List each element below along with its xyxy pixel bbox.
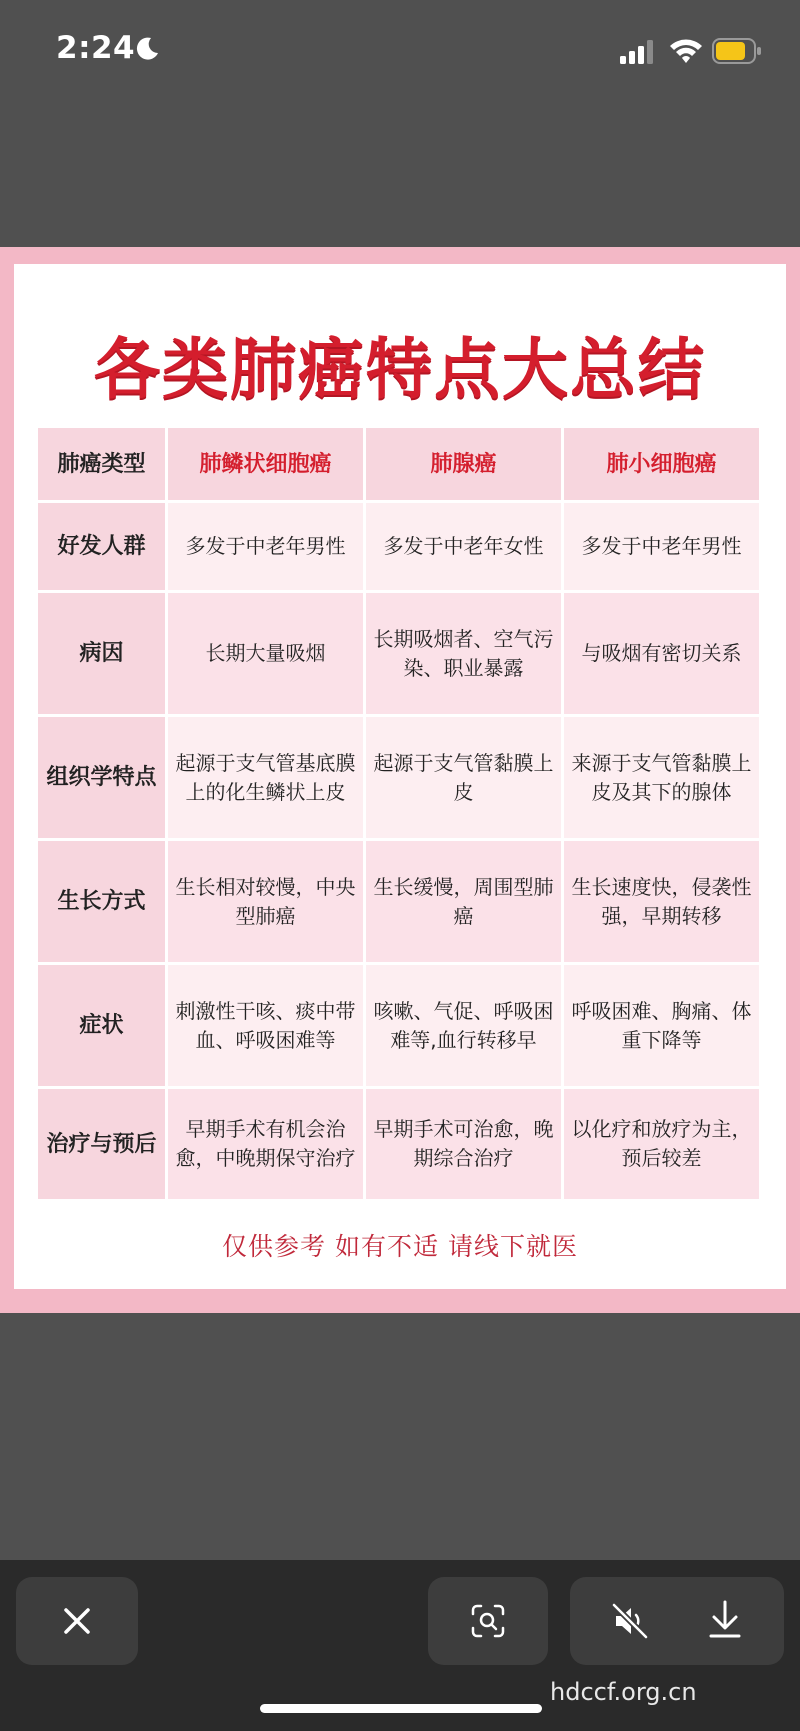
- table-cell: 生长相对较慢，中央型肺癌: [168, 841, 366, 965]
- row-label: 好发人群: [38, 503, 168, 593]
- comparison-table: [38, 428, 762, 1202]
- row-label: 治疗与预后: [38, 1089, 168, 1202]
- infographic-title: 各类肺癌特点大总结: [94, 331, 706, 408]
- infographic-card: [14, 264, 786, 1289]
- table-cell: 起源于支气管基底膜上的化生鳞状上皮: [168, 717, 366, 841]
- row-label: 病因: [38, 593, 168, 717]
- table-cell: 刺激性干咳、痰中带血、呼吸困难等: [168, 965, 366, 1089]
- signal-icon: [620, 40, 656, 64]
- infographic-image: [0, 247, 800, 1313]
- table-cell: 以化疗和放疗为主，预后较差: [564, 1089, 762, 1202]
- table-cell: 长期大量吸烟: [168, 593, 366, 717]
- table-cell: 来源于支气管黏膜上皮及其下的腺体: [564, 717, 762, 841]
- row-label: 生长方式: [38, 841, 168, 965]
- table-cell: 生长速度快，侵袭性强，早期转移: [564, 841, 762, 965]
- media-controls: [570, 1577, 784, 1665]
- table-header-squamous: 肺鳞状细胞癌: [168, 428, 366, 503]
- visual-lookup-icon: [471, 1604, 505, 1638]
- table-cell: 多发于中老年男性: [168, 503, 366, 593]
- watermark-text: hdccf.org.cn: [550, 1678, 697, 1706]
- row-label: 症状: [38, 965, 168, 1089]
- wifi-icon: [668, 36, 704, 64]
- table-cell: 多发于中老年男性: [564, 503, 762, 593]
- battery-icon: [712, 38, 762, 64]
- close-button[interactable]: [16, 1577, 138, 1665]
- table-header-adenocarcinoma: 肺腺癌: [366, 428, 564, 503]
- table-cell: 早期手术有机会治愈，中晚期保守治疗: [168, 1089, 366, 1202]
- table-cell: 多发于中老年女性: [366, 503, 564, 593]
- table-header-type: 肺癌类型: [38, 428, 168, 503]
- download-icon[interactable]: [705, 1599, 745, 1641]
- table-cell: 起源于支气管黏膜上皮: [366, 717, 564, 841]
- visual-lookup-button[interactable]: [428, 1577, 548, 1665]
- table-header-small-cell: 肺小细胞癌: [564, 428, 762, 503]
- table-cell: 与吸烟有密切关系: [564, 593, 762, 717]
- row-label: 组织学特点: [38, 717, 168, 841]
- speaker-muted-icon[interactable]: [610, 1601, 650, 1641]
- table-cell: 呼吸困难、胸痛、体重下降等: [564, 965, 762, 1089]
- status-bar: [0, 0, 800, 100]
- table-cell: 生长缓慢，周围型肺癌: [366, 841, 564, 965]
- moon-icon: [134, 36, 160, 62]
- table-cell: 长期吸烟者、空气污染、职业暴露: [366, 593, 564, 717]
- disclaimer-note: 仅供参考 如有不适 请线下就医: [222, 1232, 578, 1261]
- home-indicator[interactable]: [260, 1704, 542, 1713]
- close-icon: [62, 1606, 92, 1636]
- table-cell: 早期手术可治愈，晚期综合治疗: [366, 1089, 564, 1202]
- bottom-toolbar: [0, 1560, 800, 1731]
- table-cell: 咳嗽、气促、呼吸困难等,血行转移早: [366, 965, 564, 1089]
- status-time: 2:24: [56, 30, 136, 66]
